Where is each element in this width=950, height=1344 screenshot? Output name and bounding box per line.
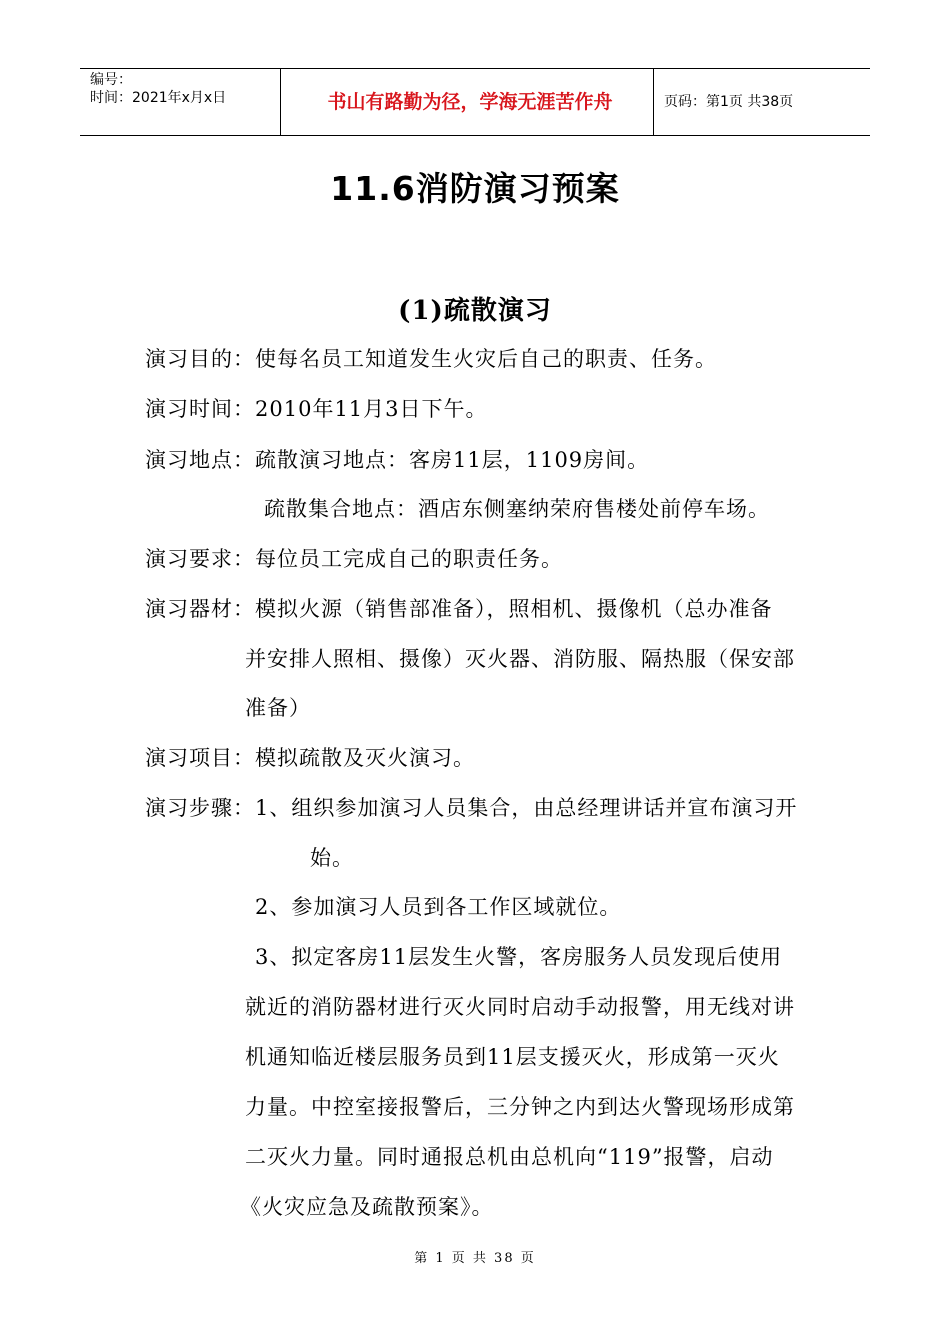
- text-line: 疏散集合地点：酒店东侧塞纳荣府售楼处前停车场。: [264, 497, 770, 521]
- text-line: 演习时间：2010年11月3日下午。: [145, 397, 488, 421]
- header-page-label: 页码：第1页 共38页: [664, 94, 794, 110]
- text-line: 准备）: [245, 696, 311, 720]
- header-info-cell: [80, 69, 281, 135]
- text-line: 演习器材：模拟火源（销售部准备），照相机、摄像机（总办准备: [145, 597, 773, 621]
- page-footer: 第 1 页 共 38 页: [414, 1251, 536, 1266]
- text-line: 二灭火力量。同时通报总机由总机向“119”报警，启动: [245, 1145, 774, 1169]
- text-line: 始。: [310, 846, 354, 870]
- text-line: 力量。中控室接报警后，三分钟之内到达火警现场形成第: [245, 1095, 795, 1119]
- document-number-label: 编号：: [90, 72, 132, 88]
- page-title: 11.6消防演习预案: [330, 169, 620, 208]
- document-date-label: 时间：2021年x月x日: [90, 90, 227, 106]
- text-line: 演习步骤：1、组织参加演习人员集合，由总经理讲话并宣布演习开: [145, 796, 798, 820]
- text-line: 2、参加演习人员到各工作区域就位。: [255, 895, 622, 919]
- text-line: 《火灾应急及疏散预案》。: [240, 1195, 494, 1219]
- text-line: 3、拟定客房11层发生火警，客房服务人员发现后使用: [255, 945, 783, 969]
- text-line: 演习项目：模拟疏散及灭火演习。: [145, 746, 475, 770]
- header-table: [80, 68, 870, 136]
- section-title: (1)疏散演习: [398, 296, 552, 326]
- text-line: 就近的消防器材进行灭火同时启动手动报警，用无线对讲: [245, 995, 795, 1019]
- text-line: 演习要求：每位员工完成自己的职责任务。: [145, 547, 563, 571]
- text-line: 演习地点：疏散演习地点：客房11层，1109房间。: [145, 448, 650, 472]
- text-line: 并安排人照相、摄像）灭火器、消防服、隔热服（保安部: [245, 647, 795, 671]
- header-motto: 书山有路勤为径，学海无涯苦作舟: [281, 69, 654, 135]
- text-line: 演习目的：使每名员工知道发生火灾后自己的职责、任务。: [145, 347, 717, 371]
- text-line: 机通知临近楼层服务员到11层支援灭火，形成第一灭火: [245, 1045, 780, 1069]
